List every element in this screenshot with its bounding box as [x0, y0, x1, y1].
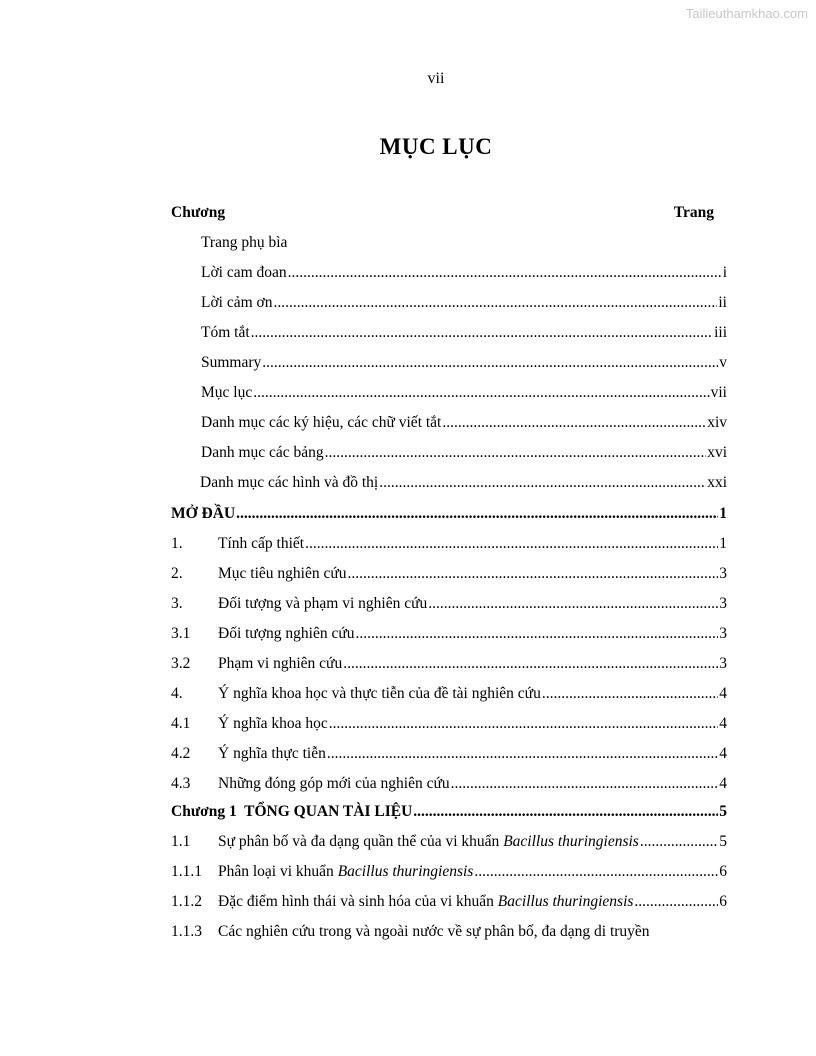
dot-leader	[236, 503, 718, 525]
header-chapter-label: Chương	[171, 204, 226, 221]
toc-entry-page: 5	[719, 833, 727, 850]
toc-entry-number: 1.1.3	[171, 923, 202, 940]
toc-entry[interactable]	[171, 322, 727, 344]
toc-entry-page: 5	[719, 803, 727, 820]
dot-leader	[253, 382, 709, 404]
toc-entry-number: 1.1	[171, 833, 191, 850]
toc-entry-page: 4	[719, 715, 727, 732]
toc-entry-text: Tóm tắt	[201, 324, 250, 341]
toc-entry-page: xxi	[707, 474, 727, 491]
dot-leader	[343, 653, 718, 675]
toc-entry-page: v	[719, 354, 727, 371]
toc-entry[interactable]	[171, 472, 727, 494]
page-number: vii	[427, 70, 445, 87]
toc-entry-text: Ý nghĩa khoa học và thực tiễn của đề tài nghiên cứu	[218, 685, 541, 702]
toc-entry-text: Các nghiên cứu trong và ngoài nước về sự phân bố, đa dạng di truyền	[218, 923, 650, 940]
toc-entry-text: Mục tiêu nghiên cứu	[218, 565, 347, 582]
watermark: Tailieuthamkhao.com	[685, 6, 808, 21]
toc-entry-text: Trang phụ bìa	[201, 234, 288, 251]
toc-entry-text: Danh mục các hình và đồ thị	[200, 474, 379, 491]
toc-entry[interactable]	[171, 382, 727, 404]
toc-entry-italic-text: Bacillus thuringiensis	[497, 893, 634, 910]
toc-entry[interactable]	[171, 891, 727, 913]
dot-leader	[251, 322, 713, 344]
toc-entry[interactable]	[171, 653, 727, 675]
toc-entry-text: Đối tượng và phạm vi nghiên cứu	[218, 595, 428, 612]
toc-entry[interactable]	[171, 921, 727, 943]
dot-leader	[542, 683, 718, 705]
toc-entry[interactable]	[171, 773, 727, 795]
toc-entry-page: 6	[719, 863, 727, 880]
toc-section-intro[interactable]	[171, 503, 727, 525]
dot-leader	[273, 292, 717, 314]
toc-entry-italic-text: Bacillus thuringiensis	[337, 863, 474, 880]
toc-entry-number: 1.	[171, 535, 183, 552]
toc-entry-text: Phân loại vi khuẩn	[218, 863, 338, 880]
toc-entry-page: 3	[719, 655, 727, 672]
toc-entry-text: Mục lục	[201, 384, 253, 401]
toc-entry-text: Tính cấp thiết	[218, 535, 305, 552]
toc-entry-text: MỞ ĐẦU	[171, 505, 236, 522]
toc-header	[171, 202, 727, 224]
toc-entry-text: Những đóng góp mới của nghiên cứu	[218, 775, 450, 792]
toc-entry-page: ii	[718, 294, 727, 311]
toc-entry-number: 4.	[171, 685, 183, 702]
toc-entry[interactable]	[171, 861, 727, 883]
toc-entry-text: Lời cam đoan	[201, 264, 287, 281]
toc-entry-number: 1.1.1	[171, 863, 202, 880]
toc-entry-page: 6	[719, 893, 727, 910]
toc-entry-page: xiv	[707, 414, 727, 431]
dot-leader	[288, 262, 722, 284]
dot-leader	[379, 472, 706, 494]
toc-entry-page: iii	[714, 324, 727, 341]
toc-entry-text: Lời cảm ơn	[201, 294, 273, 311]
dot-leader	[305, 533, 718, 555]
toc-entry-page: vii	[710, 384, 727, 401]
toc-entry-page: 1	[719, 535, 727, 552]
toc-entry-number: 4.2	[171, 745, 191, 762]
dot-leader	[451, 773, 719, 795]
toc-entry-italic-text: Bacillus thuringiensis	[503, 833, 639, 850]
toc-entry-page: 3	[719, 595, 727, 612]
dot-leader	[428, 593, 718, 615]
toc-entry-number: 1.1.2	[171, 893, 202, 910]
toc-entry[interactable]	[171, 743, 727, 765]
toc-entry-page: xvi	[707, 444, 727, 461]
toc-entry[interactable]	[171, 713, 727, 735]
toc-entry-text: Phạm vi nghiên cứu	[218, 655, 343, 672]
toc-entry-number: 2.	[171, 565, 183, 582]
toc-entry[interactable]	[171, 563, 727, 585]
toc-entry-text: Summary	[201, 354, 262, 371]
toc-entry-text: Sự phân bố và đa dạng quần thể của vi khuẩn	[218, 833, 504, 850]
toc-entry[interactable]	[171, 412, 727, 434]
dot-leader	[442, 412, 706, 434]
toc-entry-text: Ý nghĩa khoa học	[218, 715, 328, 732]
toc-entry-number: 3.2	[171, 655, 191, 672]
toc-entry-page: 4	[719, 685, 727, 702]
toc-entry-page: 4	[719, 775, 727, 792]
header-page-label: Trang	[673, 204, 714, 221]
toc-entry-number: 4.1	[171, 715, 191, 732]
toc-entry-page: 4	[719, 745, 727, 762]
dot-leader	[356, 623, 719, 645]
toc-entry[interactable]	[171, 593, 727, 615]
toc-entry-page: 1	[719, 505, 727, 522]
toc-entry[interactable]	[171, 623, 727, 645]
page-title: MỤC LỤC	[379, 134, 493, 159]
toc-chapter-1[interactable]	[171, 801, 727, 823]
toc-entry-number: 3.1	[171, 625, 191, 642]
dot-leader	[634, 891, 718, 913]
toc-entry-page: 3	[719, 625, 727, 642]
toc-entry[interactable]	[171, 352, 727, 374]
toc-entry-text: Đối tượng nghiên cứu	[218, 625, 355, 642]
toc-entry-text: Ý nghĩa thực tiễn	[218, 745, 326, 762]
toc-entry-page: 3	[719, 565, 727, 582]
toc-entry-text: Đặc điểm hình thái và sinh hóa của vi khuẩn	[218, 893, 498, 910]
toc-entry-text: Danh mục các ký hiệu, các chữ viết tắt	[201, 414, 442, 431]
toc-entry-number: 4.3	[171, 775, 191, 792]
toc-entry[interactable]	[171, 683, 727, 705]
toc-entry-text: Chương 1 TỔNG QUAN TÀI LIỆU	[171, 803, 413, 820]
dot-leader	[262, 352, 718, 374]
dot-leader	[413, 801, 718, 823]
toc-entry-number: 3.	[171, 595, 183, 612]
dot-leader	[640, 831, 718, 853]
toc-entry-page: i	[722, 264, 727, 281]
toc-entry-text: Danh mục các bảng	[201, 444, 324, 461]
toc-entry[interactable]	[171, 442, 727, 464]
dot-leader	[348, 563, 719, 585]
dot-leader	[325, 442, 707, 464]
dot-leader	[329, 713, 718, 735]
dot-leader	[474, 861, 718, 883]
toc-entry[interactable]	[171, 232, 727, 254]
toc-entry[interactable]	[171, 533, 727, 555]
toc-entry[interactable]	[171, 262, 727, 284]
dot-leader	[327, 743, 718, 765]
toc-entry[interactable]	[171, 292, 727, 314]
toc-entry[interactable]	[171, 831, 727, 853]
